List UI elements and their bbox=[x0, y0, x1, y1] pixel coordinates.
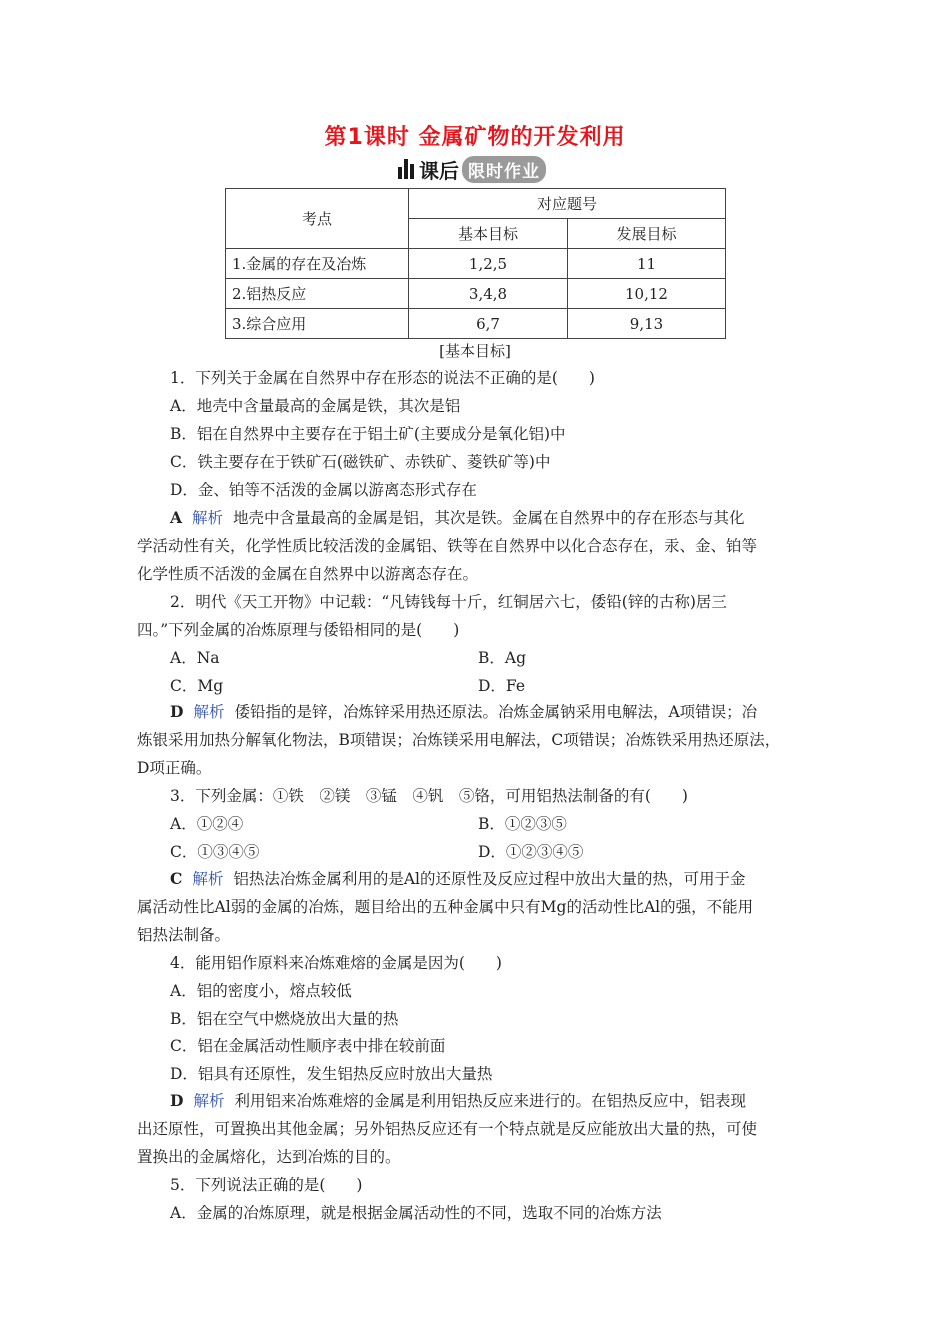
q3-explanation-line1 bbox=[170, 869, 746, 889]
q1-explanation-line1 bbox=[170, 508, 745, 528]
table-row bbox=[226, 309, 726, 339]
q2-explanation-line1 bbox=[170, 702, 757, 722]
q2-stem-line1: 2．明代《天工开物》中记载：“凡铸钱每十斤，红铜居六七，倭铅(锌的古称)居三 bbox=[170, 593, 727, 611]
q1-option-b: B．铝在自然界中主要存在于铝土矿(主要成分是氧化铝)中 bbox=[170, 425, 566, 443]
table-cell-basic: 3,4,8 bbox=[409, 279, 568, 309]
q2-option-d: D．Fe bbox=[478, 677, 526, 695]
q3-option-d: D．①②③④⑤ bbox=[478, 843, 584, 861]
q2-option-c: C．Mg bbox=[170, 677, 224, 695]
jiexi-label: 解析 bbox=[193, 1092, 225, 1110]
table-header-kaodian: 考点 bbox=[226, 189, 409, 249]
q5-stem: 5．下列说法正确的是( ) bbox=[170, 1176, 363, 1194]
q1-stem: 1．下列关于金属在自然界中存在形态的说法不正确的是( ) bbox=[170, 369, 595, 387]
table-cell-develop: 10,12 bbox=[568, 279, 726, 309]
q4-explanation-line1 bbox=[170, 1091, 746, 1111]
q3-answer: C bbox=[170, 869, 183, 888]
jiexi-label: 解析 bbox=[192, 509, 224, 527]
q3-option-c: C．①③④⑤ bbox=[170, 843, 260, 861]
q4-option-b: B．铝在空气中燃烧放出大量的热 bbox=[170, 1010, 399, 1028]
jiexi-label: 解析 bbox=[192, 870, 224, 888]
table-cell-topic: 3.综合应用 bbox=[226, 309, 409, 339]
q5-option-a: A．金属的冶炼原理，就是根据金属活动性的不同，选取不同的冶炼方法 bbox=[170, 1204, 662, 1222]
table-row bbox=[226, 279, 726, 309]
q1-option-c: C．铁主要存在于铁矿石(磁铁矿、赤铁矿、菱铁矿等)中 bbox=[170, 453, 551, 471]
jiexi-label: 解析 bbox=[193, 703, 225, 721]
q3-explanation-line3: 铝热法制备。 bbox=[137, 926, 231, 944]
q3-explanation-text: 铝热法冶炼金属利用的是Al的还原性及反应过程中放出大量的热，可用于金 bbox=[233, 870, 746, 888]
banner-part1: 课后 bbox=[419, 158, 459, 183]
bar-chart-icon bbox=[398, 159, 416, 179]
table-header-group: 对应题号 bbox=[409, 189, 726, 219]
q2-explanation-text: 倭铅指的是锌，冶炼锌采用热还原法。冶炼金属钠采用电解法，A项错误；冶 bbox=[234, 703, 758, 721]
homework-banner bbox=[398, 156, 546, 182]
table-cell-develop: 11 bbox=[568, 249, 726, 279]
q4-explanation-line3: 置换出的金属熔化，达到冶炼的目的。 bbox=[137, 1148, 401, 1166]
q1-option-a: A．地壳中含量最高的金属是铁，其次是铝 bbox=[170, 397, 461, 415]
q4-answer: D bbox=[170, 1091, 184, 1110]
table-header-develop: 发展目标 bbox=[568, 219, 726, 249]
q1-explanation-line2: 学活动性有关，化学性质比较活泼的金属铝、铁等在自然界中以化合态存在，汞、金、铂等 bbox=[137, 537, 758, 555]
table-cell-develop: 9,13 bbox=[568, 309, 726, 339]
section-label: [基本目标] bbox=[439, 342, 511, 360]
q4-explanation-line2: 出还原性，可置换出其他金属；另外铝热反应还有一个特点就是反应能放出大量的热，可使 bbox=[137, 1120, 758, 1138]
q2-explanation-line3: D项正确。 bbox=[137, 759, 212, 777]
q4-option-a: A．铝的密度小，熔点较低 bbox=[170, 982, 352, 1000]
q2-stem-line2: 四。”下列金属的冶炼原理与倭铅相同的是( ) bbox=[137, 621, 460, 639]
q4-explanation-text: 利用铝来冶炼难熔的金属是利用铝热反应来进行的。在铝热反应中，铝表现 bbox=[234, 1092, 746, 1110]
q2-answer: D bbox=[170, 702, 184, 721]
q3-stem: 3．下列金属：①铁 ②镁 ③锰 ④钒 ⑤铬，可用铝热法制备的有( ) bbox=[170, 787, 688, 805]
q1-explanation-text: 地壳中含量最高的金属是铝，其次是铁。金属在自然界中的存在形态与其化 bbox=[233, 509, 745, 527]
table-cell-topic: 1.金属的存在及冶炼 bbox=[226, 249, 409, 279]
table-row bbox=[226, 249, 726, 279]
q1-explanation-line3: 化学性质不活泼的金属在自然界中以游离态存在。 bbox=[137, 565, 479, 583]
page-title: 第1课时 金属矿物的开发利用 bbox=[324, 125, 626, 150]
table-header-basic: 基本目标 bbox=[409, 219, 568, 249]
q1-option-d: D．金、铂等不活泼的金属以游离态形式存在 bbox=[170, 481, 477, 499]
table-cell-basic: 6,7 bbox=[409, 309, 568, 339]
q2-option-a: A．Na bbox=[170, 649, 220, 667]
q1-answer: A bbox=[170, 508, 183, 527]
banner-part2: 限时作业 bbox=[462, 156, 546, 183]
q3-option-b: B．①②③⑤ bbox=[478, 815, 567, 833]
q2-explanation-line2: 炼银采用加热分解氧化物法，B项错误；冶炼镁采用电解法，C项错误；冶炼铁采用热还原法， bbox=[137, 731, 781, 749]
q4-option-d: D．铝具有还原性，发生铝热反应时放出大量热 bbox=[170, 1065, 493, 1083]
table-cell-topic: 2.铝热反应 bbox=[226, 279, 409, 309]
q2-option-b: B．Ag bbox=[478, 649, 527, 667]
q4-option-c: C．铝在金属活动性顺序表中排在较前面 bbox=[170, 1037, 446, 1055]
q3-explanation-line2: 属活动性比Al弱的金属的冶炼，题目给出的五种金属中只有Mg的活动性比Al的强，不能用 bbox=[137, 898, 754, 916]
q3-option-a: A．①②④ bbox=[170, 815, 244, 833]
table-cell-basic: 1,2,5 bbox=[409, 249, 568, 279]
q4-stem: 4．能用铝作原料来冶炼难熔的金属是因为( ) bbox=[170, 954, 502, 972]
topic-table bbox=[225, 188, 726, 339]
